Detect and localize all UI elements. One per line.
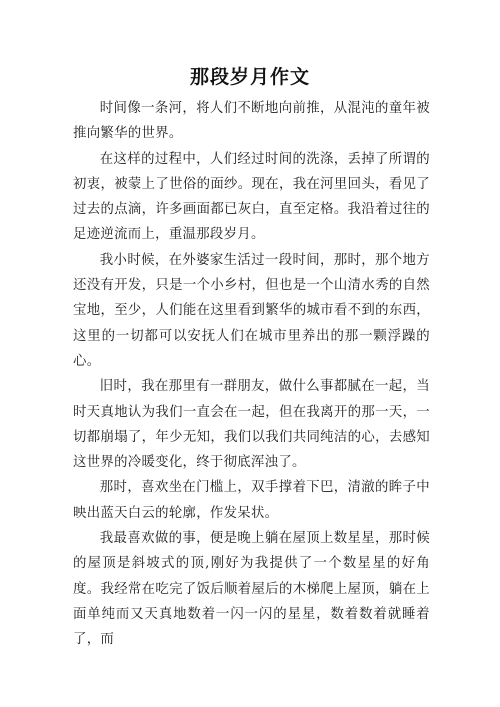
paragraph: 我最喜欢做的事，便是晚上躺在屋顶上数星星，那时候的屋顶是斜坡式的顶,刚好为我提供了一个数星星的好角度。我经常在吃完了饭后顺着屋后的木梯爬上屋顶，躺在上面单纯而又天真地数着一闪一闪的星星，数着数着就睡着了，而	[73, 531, 430, 648]
paragraph: 我小时候，在外婆家生活过一段时间，那时，那个地方还没有开发，只是一个小乡村，但也是一个山清水秀的自然宝地，至少，人们能在这里看到繁华的城市看不到的东西，这里的一切都可以安抚人们在城市里养出的那一颗浮躁的心。	[73, 252, 430, 369]
essay-title: 那段岁月作文	[189, 66, 310, 88]
paragraph: 在这样的过程中，人们经过时间的洗涤，丢掉了所谓的初衷，被蒙上了世俗的面纱。现在，我在河里回头，看见了过去的点滴，许多画面都已灰白，直至定格。我沿着过往的足迹逆流而上，重温那段岁月。	[73, 151, 430, 243]
paragraph: 那时，喜欢坐在门槛上，双手撑着下巴，清澈的眸子中映出蓝天白云的轮廓，作发呆状。	[73, 480, 430, 521]
essay-body	[73, 96, 430, 653]
paragraph: 旧时，我在那里有一群朋友，做什么事都腻在一起，当时天真地认为我们一直会在一起，但在我离开的那一天，一切都崩塌了，年少无知，我们以我们共同纯洁的心，去感知这世界的冷暖变化，终于彻底浑浊了。	[73, 379, 430, 471]
paragraph: 时间像一条河，将人们不断地向前推，从混沌的童年被推向繁华的世界。	[73, 101, 430, 142]
